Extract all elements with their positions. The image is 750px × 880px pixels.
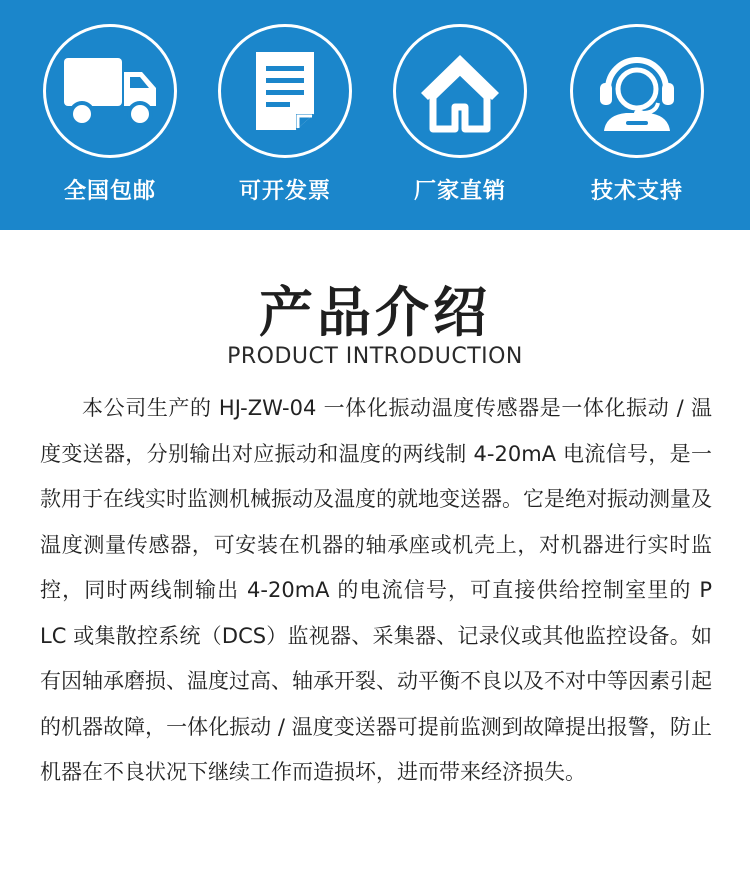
feature-invoice bbox=[210, 24, 360, 205]
feature-circle bbox=[393, 24, 527, 158]
section-subtitle: PRODUCT INTRODUCTION bbox=[227, 344, 523, 369]
feature-free-shipping bbox=[35, 24, 185, 205]
feature-label: 全国包邮 bbox=[63, 179, 156, 204]
feature-circle bbox=[570, 24, 704, 158]
feature-label: 可开发票 bbox=[238, 179, 331, 204]
feature-circle bbox=[218, 24, 352, 158]
product-description: 本公司生产的 HJ-ZW-04 一体化振动温度传感器是一体化振动 / 温度变送器，分别输出对应振动和温度的两线制 4-20mA 电流信号，是一款用于在线实时监测机械振动及温度的就地变送器。它是绝对振动测量及温度测量传感器，可安装在机器的轴承座或机壳上，对机器进行实时监控，同时两线制输出 4-20mA 的电流信号，可直接供给控制室里的 P LC 或集散控系统（DCS）监视器、采集器、记录仪或其他监控设备。如有因轴承磨损、温度过高、轴承开裂、动平衡不良以及不对中等因素引起的机器故障，一体化振动 / 温度变送器可提前监测到故障提出报警，防止机器在不良状况下继续工作而造损坏，进而带来经济损失。 bbox=[40, 396, 712, 784]
feature-label: 技术支持 bbox=[590, 179, 683, 204]
feature-circle bbox=[43, 24, 177, 158]
section-title: 产品介绍 bbox=[259, 281, 491, 344]
feature-banner bbox=[0, 0, 750, 230]
invoice-document-icon bbox=[250, 48, 320, 134]
feature-tech-support bbox=[562, 24, 712, 205]
delivery-truck-icon bbox=[60, 54, 160, 128]
feature-factory-direct bbox=[385, 24, 535, 205]
feature-label: 厂家直销 bbox=[413, 179, 506, 204]
headset-support-icon bbox=[592, 49, 682, 133]
house-icon bbox=[415, 49, 505, 133]
